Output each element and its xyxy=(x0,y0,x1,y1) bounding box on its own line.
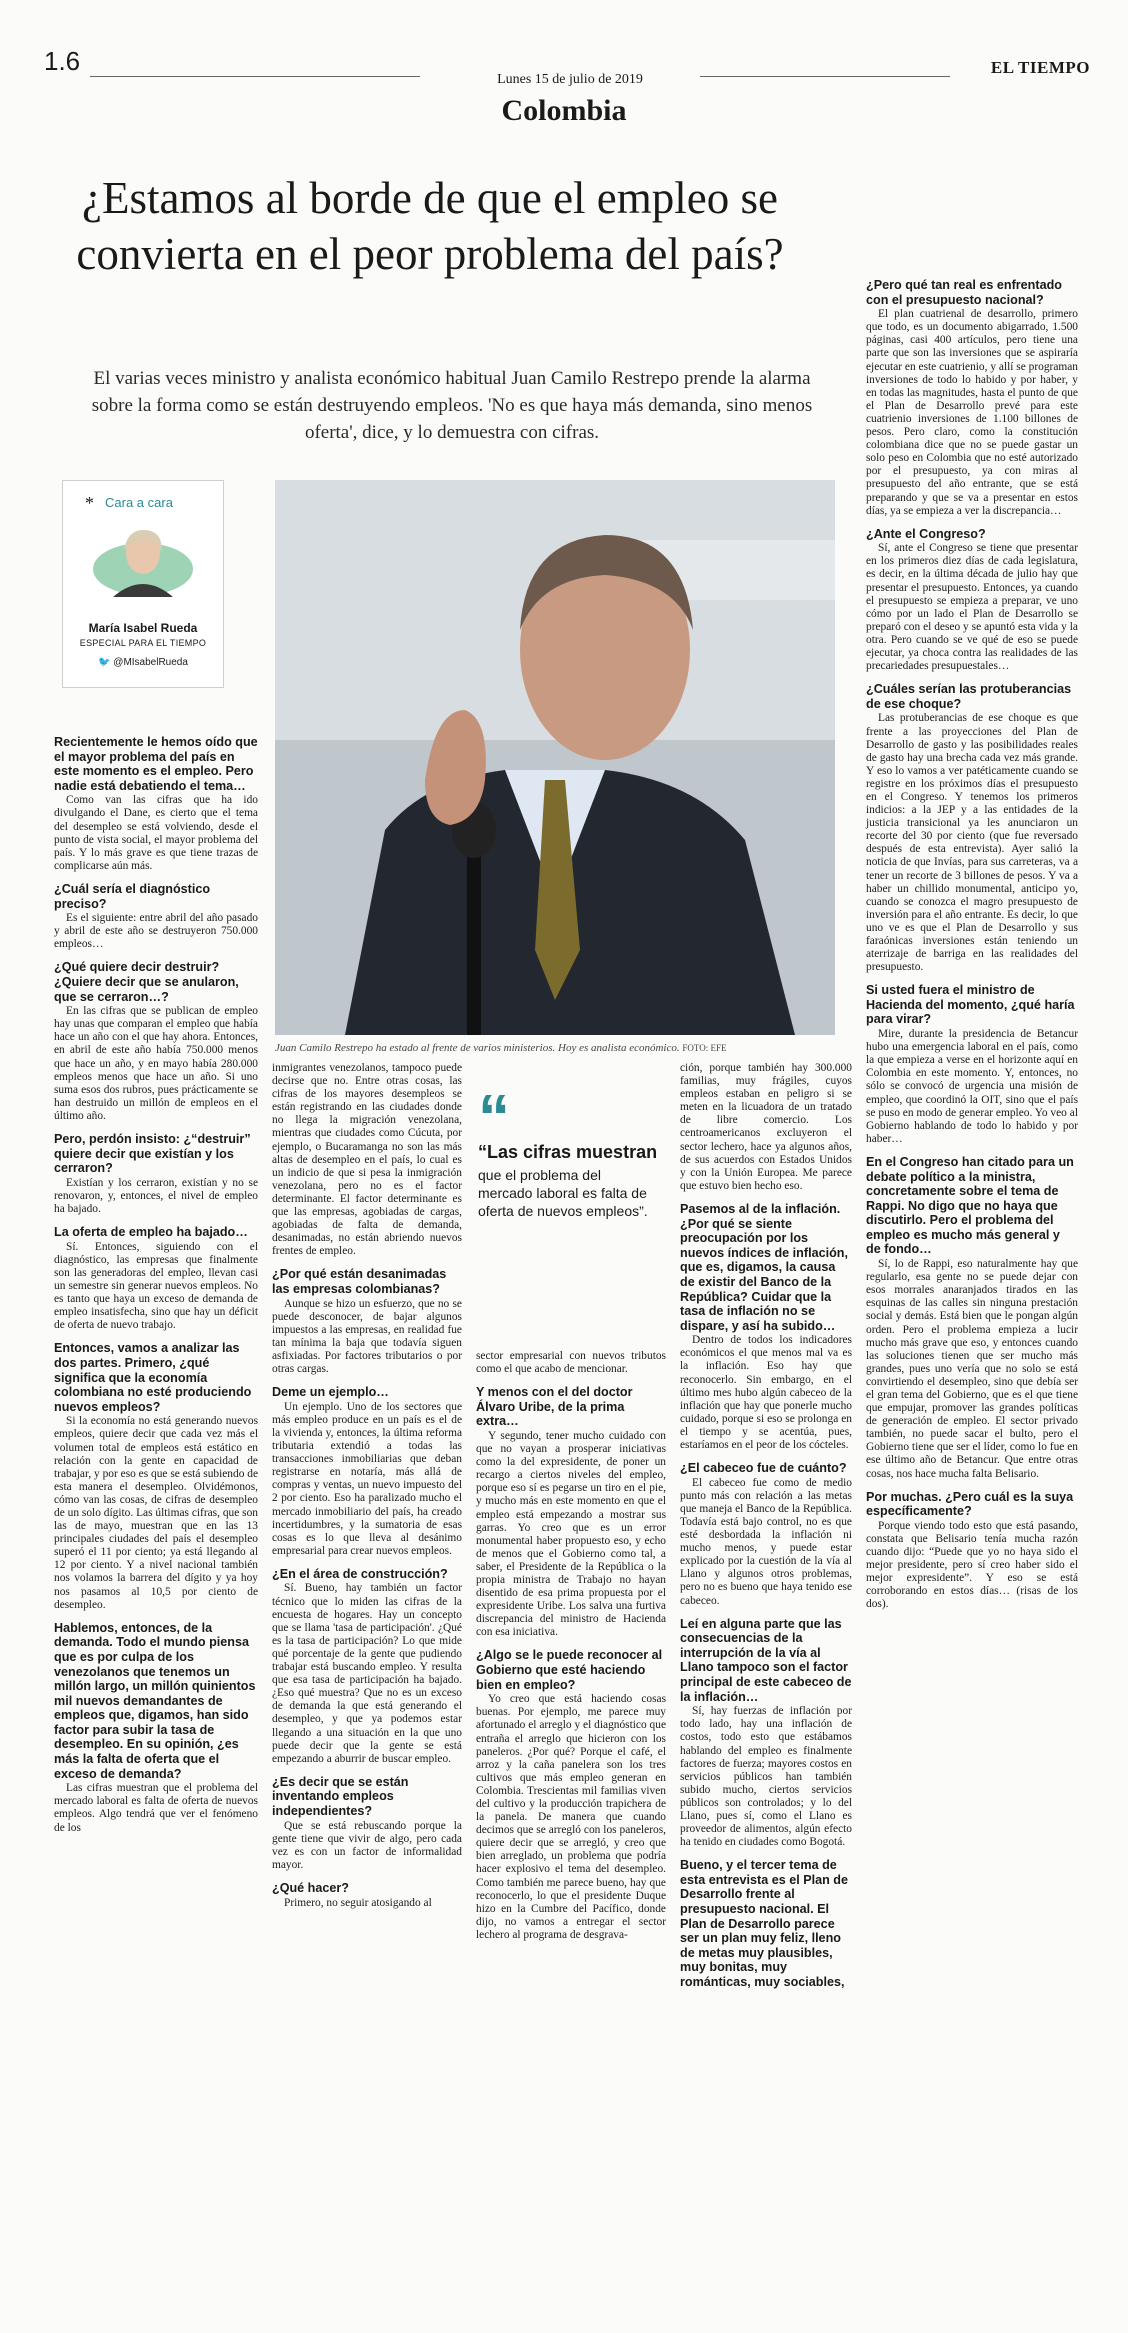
answer: Existían y los cerraron, existían y no se renovaron, y, entonces, el nivel de empleo ha bajado. xyxy=(54,1176,258,1215)
question: ¿Qué hacer? xyxy=(272,1880,349,1895)
column-1 xyxy=(54,735,258,1835)
answer: Sí. Entonces, siguiendo con el diagnóstico, las empresas que finalmente son las generadoras del empleo, llevan casi un semestre sin generar nuevos empleos. No es tanto que haya un exceso de demanda de empleo insatisfecha, sino que hay un déficit de oferta de nuevo trabajo. xyxy=(54,1240,258,1332)
headline: ¿Estamos al borde de que el empleo se convierta en el peor problema del país? xyxy=(76,173,784,279)
author-handle xyxy=(63,657,223,668)
photo-caption xyxy=(275,1042,835,1054)
answer: Es el siguiente: entre abril del año pasado y abril de este año se destruyeron 750.000 empleos… xyxy=(54,912,258,951)
answer: Sí, lo de Rappi, eso naturalmente hay que regularlo, esa gente no se puede dejar con esos morrales anaranjados tirados en las esquinas de las calles sin ninguna prestación social y demás. Está bien que le pongan algún orden. Pero el problema empieza a lucir mucho más grave que eso, y entonces cuando las soluciones tienen que ser mucho más grandes, pues uno vería que no solo se está convirtiendo el desempleo, sino que debía ser el gran tema del Gobierno, que es el que tiene que empujar, promover las grandes políticas de generación de empleo. El sector privado también, no puede sacar el bulto, pero el Gobierno tiene que ser el líder, como lo fue en ese último año de Betancur. Que entre otras cosas, nos hace mucha falta Belisario. xyxy=(866,1258,1078,1480)
answer: Que se está rebuscando porque la gente tiene que vivir de algo, pero cada vez es con un factor de informalidad mayor. xyxy=(272,1819,462,1871)
answer: sector empresarial con nuevos tributos como el que acabo de mencionar. xyxy=(476,1350,666,1376)
question: Si usted fuera el ministro de Hacienda del momento, ¿qué haría para virar? xyxy=(866,983,1075,1027)
question: ¿Qué quiere decir destruir? ¿Quiere decir que se anularon, que se cerraron…? xyxy=(54,960,239,1004)
question: Hablemos, entonces, de la demanda. Todo el mundo piensa que es por culpa de los venezolanos que tenemos un millón largo, un millón quinientos mil nuevos demandantes de empleos que, digamos, han sido factor para subir la tasa de desempleo. En su opinión, ¿es más la falta de oferta que el exceso de demanda? xyxy=(54,1620,256,1781)
question: ¿Cuáles serían las protuberancias de ese choque? xyxy=(866,682,1072,711)
question: Deme un ejemplo… xyxy=(272,1385,389,1400)
answer: inmigrantes venezolanos, tampoco puede decirse que no. Entre otras cosas, las cifras de los mayores desempleos se están registrando en las ciudades donde no llega la migración venezolana, mientras que ciudades como Cúcuta, por ejemplo, o Bucaramanga no son las más altas de desempleo en el país, lo cual es un indicio de que si pesa la inmigración venezolana, pero no es el factor determinante. El factor determinante es que las empresas, agobiadas de cargas, agobiadas de falta de demanda, desanimadas, no están abriendo nuevos frentes de empleo. xyxy=(272,1062,462,1258)
question: ¿Algo se le puede reconocer al Gobierno que esté haciendo bien en empleo? xyxy=(476,1648,663,1692)
question: Pasemos al de la inflación. ¿Por qué se siente preocupación por los nuevos índices de inflación, que es, digamos, la causa de existir del Banco de la República? Cuidar que la tasa de inflación no se dispare, y así ha subido… xyxy=(680,1201,848,1333)
twitter-bird-icon: 🐦 xyxy=(98,657,111,668)
interviewee-photo xyxy=(275,480,835,1035)
question: ¿Pero qué tan real es enfrentado con el presupuesto nacional? xyxy=(866,278,1062,307)
section-title: Colombia xyxy=(501,94,627,127)
author-role: ESPECIAL PARA EL TIEMPO xyxy=(79,638,207,648)
newspaper-brand: EL TIEMPO xyxy=(990,58,1090,77)
column-tag: Cara a cara xyxy=(105,495,173,510)
author-name: María Isabel Rueda xyxy=(88,621,198,635)
question: Por muchas. ¿Pero cuál es la suya específicamente? xyxy=(866,1489,1074,1519)
answer: Las protuberancias de ese choque es que frente a las proyecciones del Plan de Desarrollo de gasto y las posibilidades reales de gasto hay una brecha cada vez más grande. Y eso lo vamos a ver patéticamente cuando se registre en los próximos días el presupuesto en el Congreso. Y tenemos los primeros indicios: a la JEP y a las entidades de la justicia transicional ya les anunciaron un recorte del 30 por ciento (que fue reversado después de esta entrevista). Ayer salió la noticia de que Invías, para sus carreteras, va a tener un recorte de 3 billones de pesos. Y va a haber un chillido monumental, anticipo yo, cuando se conozca el magro presupuesto de inversión para el año entrante. Es decir, lo que uno ve es que el Plan de Desarrollo y sus faraónicas inversiones están teniendo un aterrizaje de barriga en las realidades del presupuesto. xyxy=(866,712,1078,974)
question: ¿El cabeceo fue de cuánto? xyxy=(680,1461,847,1476)
question: Recientemente le hemos oído que el mayor problema del país en este momento es el empleo. Pero nadie está debatiendo el tema… xyxy=(54,735,258,793)
masthead-rule-left xyxy=(90,76,420,77)
question: ¿Es decir que se están inventando empleos independientes? xyxy=(272,1774,409,1818)
author-handle-text: @MIsabelRueda xyxy=(113,657,188,668)
question: ¿En el área de construcción? xyxy=(272,1566,448,1581)
deck: El varias veces ministro y analista económico habitual Juan Camilo Restrepo prende la alarma sobre la forma como se están destruyendo empleos. 'No es que haya más demanda, sino menos oferta', dice, y lo demuestra con cifras. xyxy=(91,368,813,443)
photo-credit: FOTO: EFE xyxy=(682,1043,727,1053)
answer: Sí, hay fuerzas de inflación por todo lado, hay una inflación de costos, todo esto que estábamos hablando del empleo es finalmente factores de fuerza; mayores costos en servicios públicos han también subido mucho, ciertos servicios públicos son controlados; y lo del Llano, pues sí, como el Llano es proveedor de alimentos, algún efecto ha tenido en ciudades como Bogotá. xyxy=(680,1705,852,1849)
column-3 xyxy=(476,1350,666,1942)
author-card xyxy=(62,480,224,688)
column-4 xyxy=(680,1062,852,1991)
answer: Las cifras muestran que el problema del mercado laboral es falta de oferta de nuevos empleos. Algo tendrá que ver el fenómeno de los xyxy=(54,1782,258,1834)
answer: El cabeceo fue como de medio punto más con relación a las metas que maneja el Banco de la República. Todavía está bajo control, no es que esté desbordada la inflación ni mucho menos, y puede estar explicado por la cuestión de la vía al Llano y algunos otros problemas, pero no es bueno que haya tenido ese cabeceo. xyxy=(680,1476,852,1607)
column-5 xyxy=(866,278,1078,1612)
photo-caption-text: Juan Camilo Restrepo ha estado al frente de varios ministerios. Hoy es analista económico. xyxy=(275,1042,680,1054)
publication-date: Lunes 15 de julio de 2019 xyxy=(497,72,643,87)
answer: Y segundo, tener mucho cuidado con que no vayan a prosperar iniciativas como la del expresidente, de poner un recargo a ciertos niveles del empleo, porque eso sí es pegarse un tiro en el pie, y mucho más en este momento en que el empleo está empezando a mostrar sus garras. Yo creo que es un error monumental haber propuesto eso, y echo de menos que el Gobierno como tal, a saber, el Presidente de la República o la propia ministra de Trabajo no hayan disentido de esa prima propuesta por el expresidente Uribe. Los salva una furtiva discrepancia del ministro de Hacienda con esa iniciativa. xyxy=(476,1429,666,1639)
author-portrait xyxy=(91,519,195,597)
answer: Dentro de todos los indicadores económicos el que menos mal va es la inflación. Eso hay que reconocerlo. Sin embargo, en el último mes hubo algún cabeceo de la inflación que hay que ponerle mucho cuidado, porque si eso se prolonga en el tiempo y se acentúa, pues, estaríamos en el peor de los cócteles. xyxy=(680,1334,852,1452)
quote-marks-icon: “ xyxy=(478,1081,510,1153)
pull-quote-lead: “Las cifras muestran xyxy=(478,1142,658,1162)
asterisk-icon: * xyxy=(85,493,94,513)
question: Pero, perdón insisto: ¿“destruir” quiere decir que existían y los cerraron? xyxy=(54,1132,251,1176)
answer: El plan cuatrienal de desarrollo, primero que todo, es un documento abigarrado, 1.500 páginas, casi 400 artículos, pero tiene una parte que son las inversiones que se aspiraría ejecutar en este cuatrienio, y allí se programan inversiones de todo lo habido y por haber, y en todas las magnitudes, hasta el punto de que el Plan de Desarrollo prevé para este cuatrienio inversiones de 1.100 billones de pesos. Pero claro, como la constitución colombiana dice que no se puede gastar un solo peso en Colombia que no esté autorizado por el presupuesto, ya con miras al presupuesto del año entrante, que se está preparando y que se va a presentar en estos días, ya se empieza a ver la discrepancia… xyxy=(866,308,1078,517)
answer: En las cifras que se publican de empleo hay unas que comparan el empleo que había hace un año con el que hay ahora. Entonces, en abril de este año había 750.000 menos que hace un año, y en mayo había 280.000 empleos menos que hace un año. Si uno suma esos dos rubros, pues prácticamente se han destruido un millón de empleos en el último año. xyxy=(54,1005,258,1122)
question: Entonces, vamos a analizar las dos partes. Primero, ¿qué significa que la economía colombiana no esté produciendo nuevos empleos? xyxy=(54,1341,252,1414)
pull-quote-rest: que el problema del mercado laboral es falta de oferta de nuevos empleos”. xyxy=(478,1167,648,1219)
question: En el Congreso han citado para un debate político a la ministra, concretamente sobre el tema de Rappi. No digo que no haya que discutirlo. Pero el problema del empleo es mucho más general y de fondo… xyxy=(866,1154,1074,1257)
answer: ción, porque también hay 300.000 familias, muy frágiles, cuyos empleos estaban en peligro si se meten en la licuadora de un tratado de libre comercio. Los centroamericanos excluyeron el sector lechero, hace ya algunos años, de sus acuerdos con Estados Unidos y con la Unión Europea. Me parece que estuvo bien hecho eso. xyxy=(680,1062,852,1192)
question: ¿Por qué están desanimadas las empresas colombianas? xyxy=(272,1267,447,1296)
question: Bueno, y el tercer tema de esta entrevista es el Plan de Desarrollo frente al presupuesto nacional. El Plan de Desarrollo parece ser un plan muy feliz, lleno de metas muy plausibles, muy bonitas, muy románticas, muy sociables, xyxy=(680,1858,849,1989)
answer: Sí. Bueno, hay también un factor técnico que lo miden las cifras de la encuesta de hogares. Hay un concepto que se llama 'tasa de participación'. ¿Qué es la tasa de participación? Lo que mide qué porcentaje de la gente que pudiendo trabajar está buscando empleo. Y resulta que esa tasa de participación ha bajado. ¿Eso qué muestra? Que no es un exceso de demanda la que está generando el desempleo, y que ya podemos estar llegando a una situación en la que uno puede decir que la gente se está empezando a aburrir de buscar empleo. xyxy=(272,1582,462,1765)
answer: Yo creo que está haciendo cosas buenas. Por ejemplo, me parece muy afortunado el arreglo y el diagnóstico que entraña el arreglo que hicieron con los paneleros. ¿Por qué? Porque el café, el arroz y la caña panelera son los tres cultivos que más empleo generan en Colombia. Trescientas mil familias viven del cultivo y la producción trapichera de la panela. De manera que cuando decimos que se arregló con los paneleros, quiere decir que se arregló, y creo que bien arreglado, un problema que podría hacer explosivo el tema del desempleo. Como también me parece bueno, hay que reconocerlo, lo que el presidente Duque hizo en la Cumbre del Pacífico, donde dijo, no vamos a entregar el sector lechero al programa de desgrava- xyxy=(476,1693,666,1941)
column-2 xyxy=(272,1062,462,1910)
question: Y menos con el del doctor Álvaro Uribe, de la prima extra… xyxy=(476,1385,633,1429)
question: Leí en alguna parte que las consecuencias de la interrupción de la vía al Llano tampoco son el factor principal de este cabeceo de la inflación… xyxy=(680,1616,852,1704)
answer: Mire, durante la presidencia de Betancur hubo una emergencia laboral en el país, como la que empieza a verse en el horizonte aquí en Colombia en este momento. Y, entonces, no sólo se convocó de urgencia una misión de empleo, que coordinó la OIT, sino que el país se puso en modo de generar empleo. Yo veo al Gobierno hablando de todo lo habido y por haber… xyxy=(866,1028,1078,1145)
answer: Si la economía no está generando nuevos empleos, quiere decir que cada vez más el volumen total de empleos está estático en relación con la gente en capacidad de trabajar, y por eso es que se está subiendo de esta manera el desempleo. Olvidémonos, cómo van las cosas, de cifras de desempleo de un solo dígito. Las últimas cifras, que son las de mayo, muestran que en las 13 principales ciudades del país el desempleo superó el 11 por ciento; ya está llegando al 12 por ciento. Y a nivel nacional también nos volamos la barrera del dígito y ya hoy nos pasamos al 10,5 por ciento de desempleo. xyxy=(54,1415,258,1611)
masthead-rule-right xyxy=(700,76,950,77)
question: La oferta de empleo ha bajado… xyxy=(54,1225,248,1240)
answer: Un ejemplo. Uno de los sectores que más empleo produce en un país es el de la vivienda y, entonces, la última reforma tributaria extendió a todas las transacciones inmobiliarias que deban registrarse en notaría, más allá de compras y ventas, un nuevo impuesto del 2 por ciento. Eso ha paralizado mucho el mercado inmobiliario del país, ha creado incertidumbres, y la sumatoria de esas cosas es lo que lleva al desánimo empresarial para crear nuevos empleos. xyxy=(272,1400,462,1557)
question: ¿Ante el Congreso? xyxy=(866,526,986,541)
pull-quote xyxy=(478,1081,658,1220)
answer: Aunque se hizo un esfuerzo, que no se puede desconocer, de bajar algunos impuestos a las empresas, en realidad fue tan mínima la baja que todavía siguen asfixiadas. Por factores tributarios o por otras cargas. xyxy=(272,1297,462,1376)
answer: Porque viendo todo esto que está pasando, constata que Belisario tenía mucha razón cuando dijo: “Puede que yo no haya sido el mejor presidente, pero sí creo haber sido el mejor expresidente”. Y eso se está corroborando en estos días… (risas de los dos). xyxy=(866,1519,1078,1611)
answer: Primero, no seguir atosigando al xyxy=(284,1896,432,1909)
question: ¿Cuál sería el diagnóstico preciso? xyxy=(54,881,211,911)
page-number: 1.6 xyxy=(44,46,81,76)
answer: Sí, ante el Congreso se tiene que presentar en los primeros diez días de cada legislatura, es decir, en la última década de julio hay que presentar el presupuesto. Entonces, ya cuando el presupuesto se empieza a preparar, ve uno cómo por un lado el Plan de Desarrollo se preparó con el deseo y se apuntó esta vida y la otra. Pero cuando se ve qué de eso se puede ejecutar, ya choca contra las realidades de las precariedades presupuestales… xyxy=(866,542,1078,673)
answer: Como van las cifras que ha ido divulgando el Dane, es cierto que el tema del desempleo se está volviendo, desde el punto de vista social, el mayor problema del país. Y lo más grave es que tiene trazas de complicarse aún más. xyxy=(54,794,258,872)
